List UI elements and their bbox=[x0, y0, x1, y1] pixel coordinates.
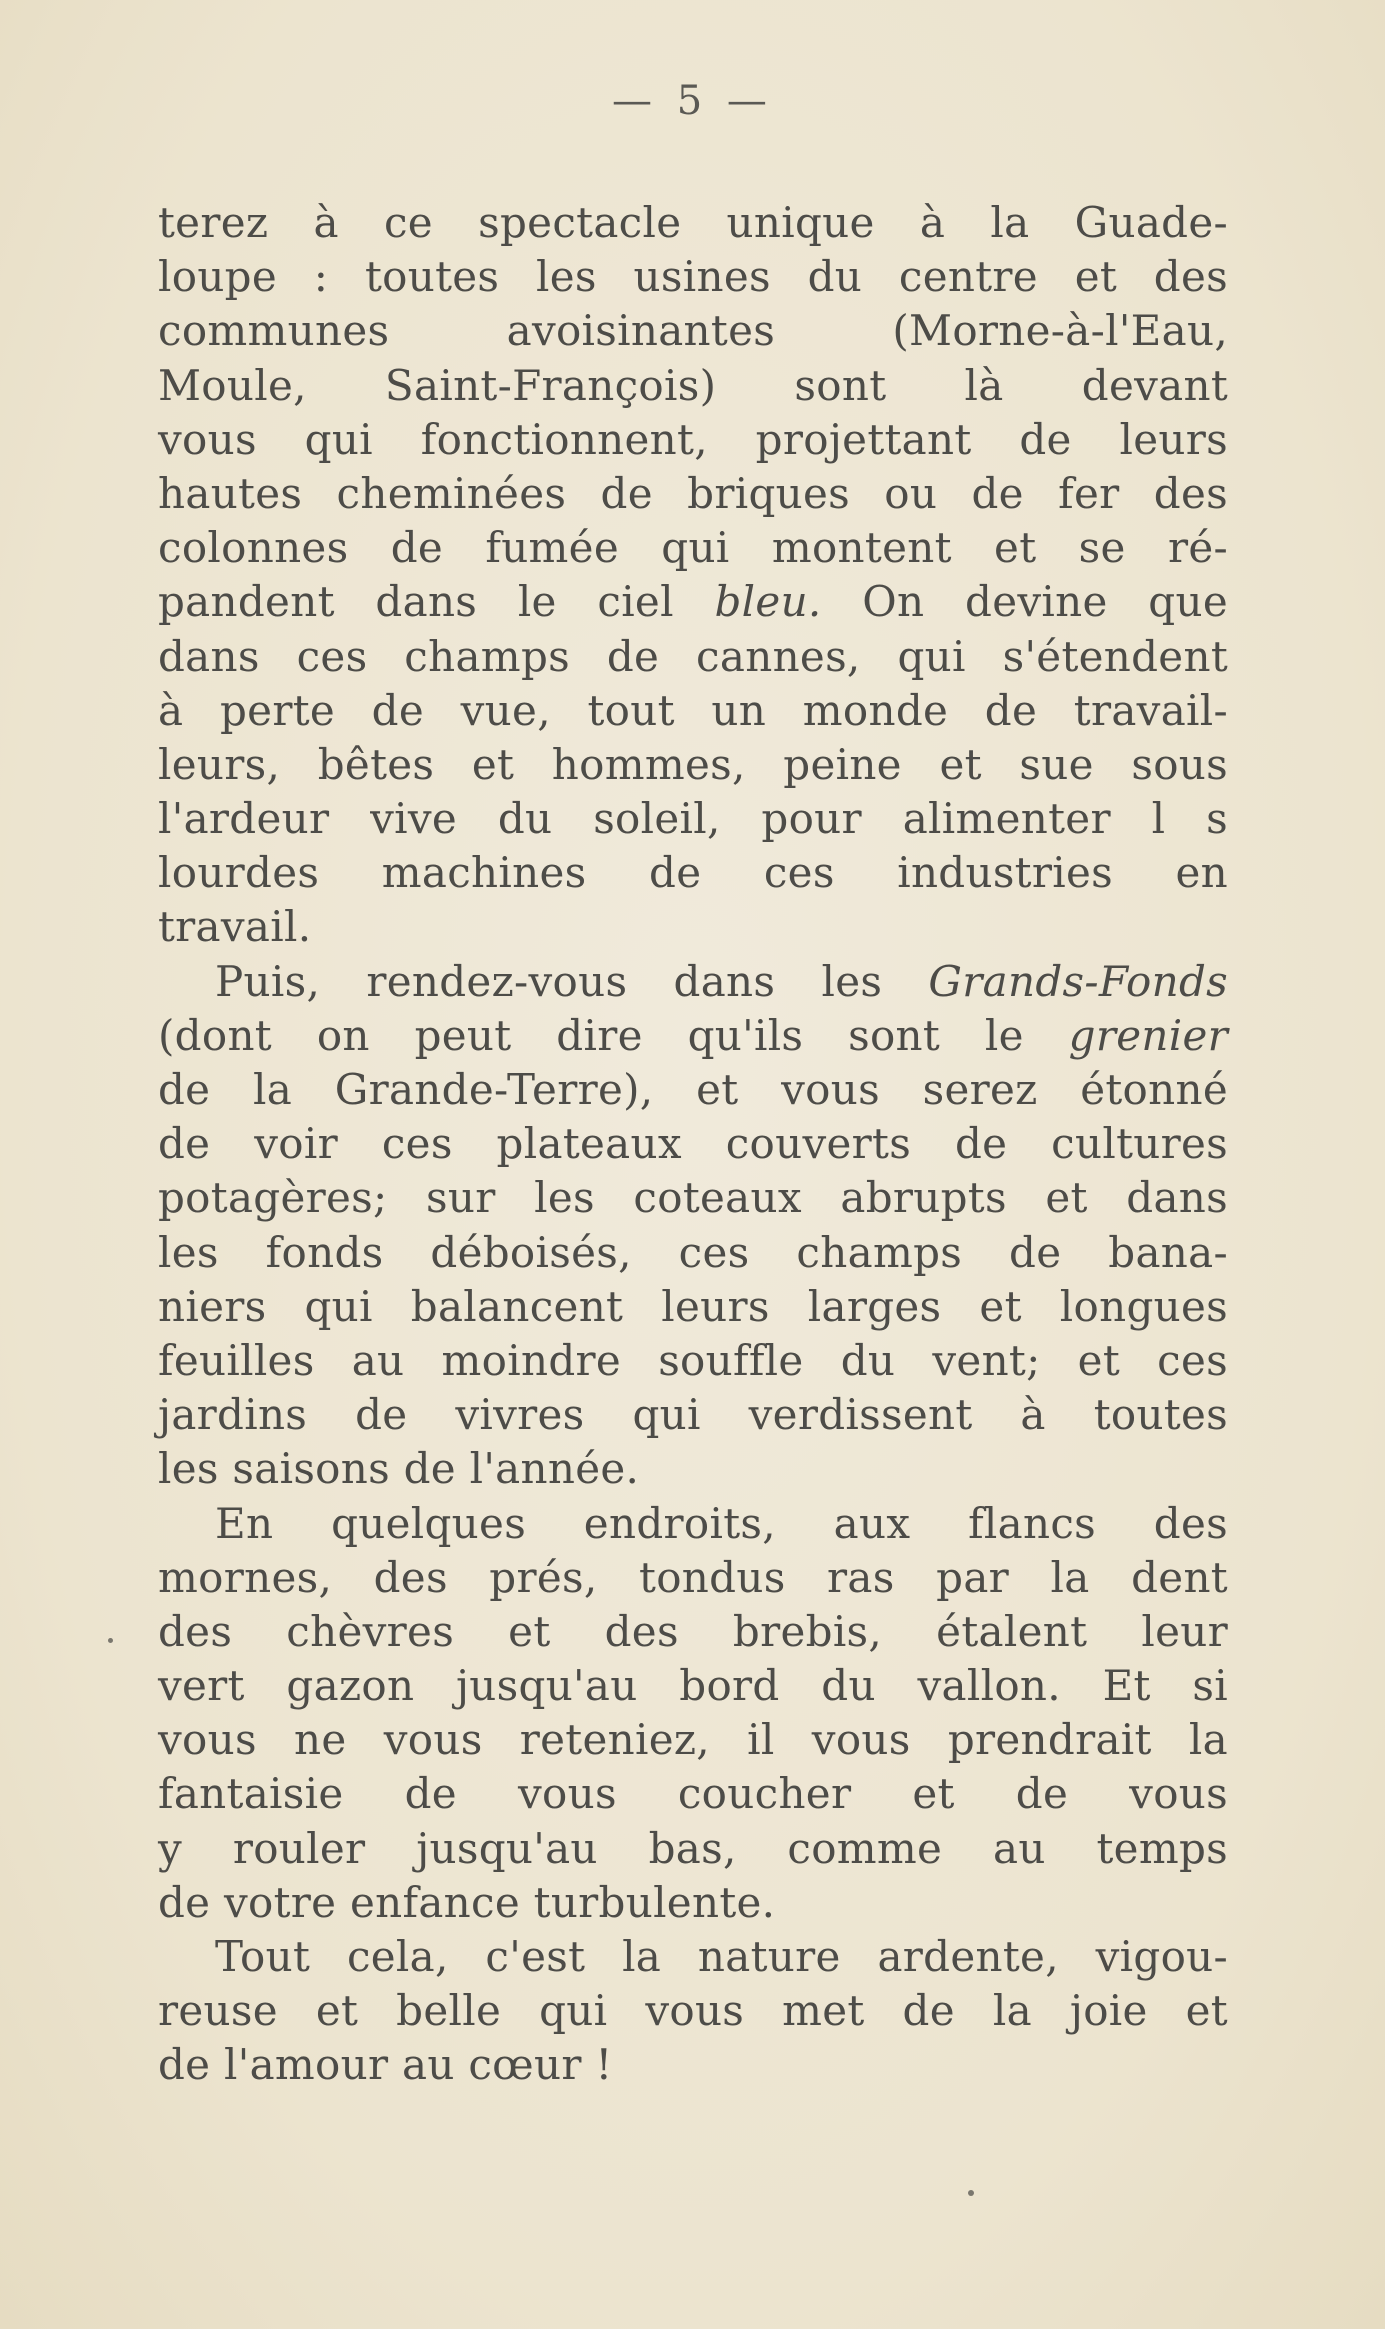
italic-text: Grands-Fonds bbox=[928, 956, 1228, 1006]
text-run: à perte de vue, tout un monde de travail- bbox=[158, 685, 1228, 735]
italic-text: grenier bbox=[1068, 1010, 1228, 1060]
text-line bbox=[158, 196, 1228, 250]
text-line bbox=[158, 1822, 1228, 1876]
text-line bbox=[158, 792, 1228, 846]
text-line bbox=[158, 575, 1228, 629]
text-line bbox=[158, 846, 1228, 900]
text-line bbox=[158, 1605, 1228, 1659]
text-run: lourdes machines de ces industries en bbox=[158, 848, 1228, 898]
text-run: colonnes de fumée qui montent et se ré- bbox=[158, 523, 1228, 573]
text-line bbox=[158, 1117, 1228, 1171]
text-run: Tout cela, c'est la nature ardente, vigou- bbox=[215, 1932, 1228, 1981]
text-run: les fonds déboisés, ces champs de bana- bbox=[158, 1227, 1228, 1277]
text-line bbox=[158, 1930, 1228, 1984]
text-run: l'ardeur vive du soleil, pour alimenter l s bbox=[158, 794, 1228, 844]
text-line bbox=[158, 1442, 1228, 1496]
text-line bbox=[158, 413, 1228, 467]
text-line bbox=[158, 1171, 1228, 1225]
text-line bbox=[158, 1659, 1228, 1713]
text-line bbox=[158, 1876, 1228, 1930]
page-number: — 5 — bbox=[612, 78, 773, 124]
text-run: On devine que bbox=[821, 577, 1228, 627]
text-run: (dont on peut dire qu'ils sont le bbox=[158, 1010, 1069, 1060]
text-line bbox=[158, 630, 1228, 684]
text-line bbox=[158, 1984, 1228, 2038]
text-line bbox=[158, 1497, 1228, 1551]
text-run: communes avoisinantes (Morne-à-l'Eau, bbox=[158, 306, 1228, 356]
text-run: vous qui fonctionnent, projettant de leurs bbox=[158, 414, 1228, 464]
text-run: vous ne vous reteniez, il vous prendrait la bbox=[158, 1715, 1228, 1765]
text-line bbox=[158, 1551, 1228, 1605]
text-run: reuse et belle qui vous met de la joie et bbox=[158, 1986, 1228, 2036]
text-line bbox=[158, 467, 1228, 521]
text-line bbox=[158, 1713, 1228, 1767]
text-run: loupe : toutes les usines du centre et des bbox=[158, 252, 1228, 302]
text-line bbox=[158, 738, 1228, 792]
text-run: pandent dans le ciel bbox=[158, 577, 715, 627]
text-run: de votre enfance turbulente. bbox=[158, 1877, 776, 1927]
text-run: En quelques endroits, aux flancs des bbox=[215, 1498, 1228, 1548]
text-line bbox=[158, 1009, 1228, 1063]
paper-speck bbox=[108, 1638, 113, 1643]
text-run: y rouler jusqu'au bas, comme au temps bbox=[158, 1823, 1228, 1873]
text-run: de la Grande-Terre), et vous serez étonné bbox=[158, 1065, 1228, 1114]
text-line bbox=[158, 955, 1228, 1009]
text-run: leurs, bêtes et hommes, peine et sue sous bbox=[158, 739, 1228, 789]
text-line bbox=[158, 1226, 1228, 1280]
text-run: mornes, des prés, tondus ras par la dent bbox=[158, 1552, 1228, 1602]
text-line bbox=[158, 900, 1228, 954]
body-text bbox=[158, 196, 1228, 2093]
text-line bbox=[158, 250, 1228, 304]
text-line bbox=[158, 684, 1228, 738]
text-run: terez à ce spectacle unique à la Guade- bbox=[158, 198, 1228, 247]
italic-text: bleu. bbox=[714, 577, 822, 627]
text-run: fantaisie de vous coucher et de vous bbox=[158, 1769, 1228, 1819]
text-line bbox=[158, 1063, 1228, 1117]
text-line bbox=[158, 1767, 1228, 1821]
text-run: des chèvres et des brebis, étalent leur bbox=[158, 1606, 1228, 1656]
text-run: potagères; sur les coteaux abrupts et dans bbox=[158, 1173, 1228, 1223]
text-run: Puis, rendez-vous dans les bbox=[215, 956, 929, 1006]
text-line bbox=[158, 359, 1228, 413]
text-line bbox=[158, 1280, 1228, 1334]
text-line bbox=[158, 1334, 1228, 1388]
paper-speck bbox=[968, 2190, 974, 2196]
text-run: feuilles au moindre souffle du vent; et ces bbox=[158, 1335, 1228, 1385]
text-run: niers qui balancent leurs larges et longues bbox=[158, 1281, 1228, 1331]
text-run: travail. bbox=[158, 902, 312, 952]
text-run: de l'amour au cœur ! bbox=[158, 2040, 613, 2090]
text-run: hautes cheminées de briques ou de fer des bbox=[158, 468, 1228, 518]
text-run: dans ces champs de cannes, qui s'étendent bbox=[158, 631, 1228, 681]
text-run: les saisons de l'année. bbox=[158, 1444, 640, 1494]
text-line bbox=[158, 2038, 1228, 2092]
text-run: vert gazon jusqu'au bord du vallon. Et si bbox=[158, 1661, 1228, 1711]
text-run: de voir ces plateaux couverts de cultures bbox=[158, 1119, 1228, 1169]
text-run: Moule, Saint-François) sont là devant bbox=[158, 360, 1228, 410]
text-line bbox=[158, 304, 1228, 358]
text-line bbox=[158, 1388, 1228, 1442]
text-run: jardins de vivres qui verdissent à toutes bbox=[158, 1390, 1228, 1440]
text-line bbox=[158, 521, 1228, 575]
